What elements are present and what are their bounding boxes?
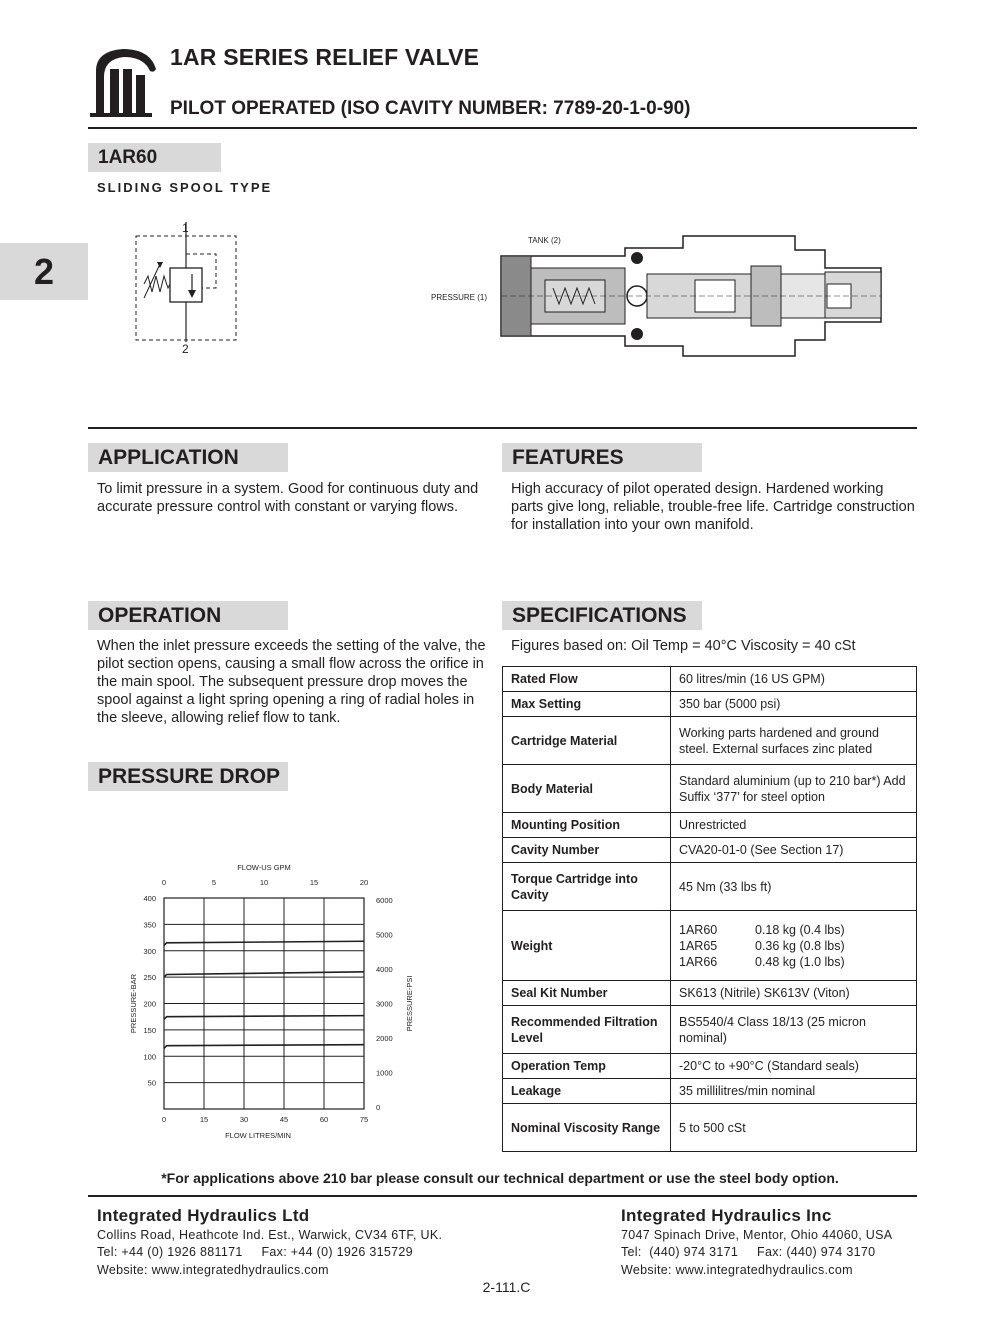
table-row — [503, 1054, 917, 1079]
pressure-label: PRESSURE (1) — [431, 293, 488, 302]
weight-line — [679, 954, 908, 970]
y-tick-label: 200 — [143, 999, 156, 1009]
spec-value: Working parts hardened and ground steel. External surfaces zinc plated — [671, 717, 917, 765]
weight-model: 1AR66 — [679, 954, 718, 969]
header-rule — [88, 127, 917, 129]
specifications-heading: SPECIFICATIONS — [502, 601, 702, 630]
spec-key: Nominal Viscosity Range — [503, 1104, 671, 1152]
x-top-tick-label: 10 — [259, 878, 269, 887]
us-company-name: Integrated Hydraulics Inc — [621, 1206, 832, 1225]
spec-value: Standard aluminium (up to 210 bar*) Add Suffix ‘377’ for steel option — [671, 765, 917, 813]
spec-value: 5 to 500 cSt — [671, 1104, 917, 1152]
table-row — [503, 981, 917, 1006]
y-tick-label: 50 — [147, 1078, 156, 1088]
port-1-label: 1 — [182, 221, 189, 235]
uk-address: Collins Road, Heathcote Ind. Est., Warwick, CV34 6TF, UK. — [97, 1228, 443, 1242]
spec-key: Mounting Position — [503, 813, 671, 838]
cartridge-cutaway — [495, 228, 885, 368]
pressure-drop-heading: PRESSURE DROP — [88, 762, 288, 791]
spec-value: BS5540/4 Class 18/13 (25 micron nominal) — [671, 1006, 917, 1054]
pressure-drop-chart — [120, 852, 420, 1152]
spec-note: Figures based on: Oil Temp = 40°C Viscosity = 40 cSt — [511, 638, 856, 654]
x-tick-label: 15 — [199, 1115, 209, 1124]
us-website: Website: www.integratedhydraulics.com — [621, 1263, 853, 1277]
features-text: High accuracy of pilot operated design. Hardened working parts give long, reliable, trouble-free life. Cartridge construction for installation into your own manifold. — [511, 481, 915, 533]
table-row — [503, 911, 917, 981]
spec-key: Body Material — [503, 765, 671, 813]
y-right-tick-label: 3000 — [376, 999, 393, 1009]
spec-value: 35 millilitres/min nominal — [671, 1079, 917, 1104]
page-title: 1AR SERIES RELIEF VALVE — [170, 44, 480, 70]
series-line — [164, 1016, 364, 1020]
spec-value: SK613 (Nitrile) SK613V (Viton) — [671, 981, 917, 1006]
x-axis-title: FLOW LITRES/MIN — [225, 1131, 291, 1140]
spec-key: Weight — [503, 911, 671, 981]
operation-heading: OPERATION — [88, 601, 288, 630]
y-tick-label: 350 — [143, 920, 156, 930]
spec-value: 45 Nm (33 lbs ft) — [671, 863, 917, 911]
features-heading: FEATURES — [502, 443, 702, 472]
weight-value: 0.36 kg (0.8 lbs) — [755, 938, 845, 953]
table-row — [503, 813, 917, 838]
spec-key: Seal Kit Number — [503, 981, 671, 1006]
table-row — [503, 1104, 917, 1152]
table-row — [503, 667, 917, 692]
section-rule — [88, 427, 917, 429]
weight-line — [679, 922, 908, 938]
y-right-tick-label: 6000 — [376, 896, 393, 905]
x-top-axis-title: FLOW-US GPM — [237, 863, 291, 872]
spec-value: 350 bar (5000 psi) — [671, 692, 917, 717]
spec-value: CVA20-01-0 (See Section 17) — [671, 838, 917, 863]
page-subtitle: PILOT OPERATED (ISO CAVITY NUMBER: 7789-20-1-0-90) — [170, 98, 691, 119]
model-tag: 1AR60 — [88, 143, 221, 172]
spec-table — [502, 666, 917, 1152]
table-row — [503, 765, 917, 813]
x-top-tick-label: 5 — [211, 878, 217, 887]
spec-key: Max Setting — [503, 692, 671, 717]
footer-rule — [88, 1195, 917, 1197]
y-tick-label: 250 — [143, 973, 156, 983]
y-tick-label: 150 — [143, 1025, 156, 1035]
x-tick-label: 75 — [359, 1115, 369, 1124]
table-row — [503, 1079, 917, 1104]
table-row — [503, 717, 917, 765]
series-line — [164, 972, 364, 977]
spec-key: Cartridge Material — [503, 717, 671, 765]
us-address: 7047 Spinach Drive, Mentor, Ohio 44060, USA — [621, 1228, 893, 1242]
weight-value: 0.18 kg (0.4 lbs) — [755, 922, 845, 937]
footnote: *For applications above 210 bar please consult our technical department or use the steel body option. — [161, 1170, 839, 1186]
y-right-tick-label: 0 — [376, 1103, 381, 1112]
spec-key: Recommended Filtration Level — [503, 1006, 671, 1054]
us-phone: Tel: (440) 974 3171 Fax: (440) 974 3170 — [621, 1245, 876, 1259]
x-tick-label: 30 — [239, 1115, 249, 1124]
y-right-tick-label: 2000 — [376, 1034, 393, 1043]
spec-key: Cavity Number — [503, 838, 671, 863]
y-right-tick-label: 5000 — [376, 930, 393, 940]
y-right-tick-label: 1000 — [376, 1068, 393, 1078]
weight-model: 1AR60 — [679, 922, 718, 937]
y-tick-label: 300 — [143, 946, 156, 956]
uk-phone: Tel: +44 (0) 1926 881171 Fax: +44 (0) 1926 315729 — [97, 1245, 413, 1259]
type-label: SLIDING SPOOL TYPE — [97, 180, 273, 195]
x-tick-label: 45 — [279, 1115, 289, 1124]
table-row — [503, 1006, 917, 1054]
table-row — [503, 863, 917, 911]
x-top-tick-label: 15 — [309, 878, 319, 887]
hydraulic-symbol — [120, 218, 245, 358]
weight-model: 1AR65 — [679, 938, 718, 953]
spec-value-weight — [671, 911, 917, 981]
spec-key: Torque Cartridge into Cavity — [503, 863, 671, 911]
tank-label: TANK (2) — [528, 236, 561, 245]
section-tab: 2 — [0, 243, 88, 300]
weight-value: 0.48 kg (1.0 lbs) — [755, 954, 845, 969]
y-tick-label: 400 — [143, 894, 156, 903]
application-text: To limit pressure in a system. Good for continuous duty and accurate pressure control with constant or varying flows. — [97, 481, 479, 515]
weight-line — [679, 938, 908, 954]
company-logo — [88, 47, 158, 119]
spec-value: -20°C to +90°C (Standard seals) — [671, 1054, 917, 1079]
uk-company-name: Integrated Hydraulics Ltd — [97, 1206, 310, 1225]
series-line — [164, 1045, 364, 1049]
spec-value: Unrestricted — [671, 813, 917, 838]
y-right-tick-label: 4000 — [376, 965, 393, 974]
series-line — [164, 941, 364, 945]
uk-website: Website: www.integratedhydraulics.com — [97, 1263, 329, 1277]
spec-key: Leakage — [503, 1079, 671, 1104]
spec-key: Operation Temp — [503, 1054, 671, 1079]
table-row — [503, 838, 917, 863]
operation-text: When the inlet pressure exceeds the setting of the valve, the pilot section opens, causing a small flow across the orifice in the main spool. The subsequent pressure drop moves the spool against a light spring opening a ring of radial holes in the sleeve, allowing relief flow to tank. — [97, 638, 486, 726]
spec-value: 60 litres/min (16 US GPM) — [671, 667, 917, 692]
spec-key: Rated Flow — [503, 667, 671, 692]
table-row — [503, 692, 917, 717]
y-right-axis-title: PRESSURE-PSI — [405, 975, 414, 1032]
application-heading: APPLICATION — [88, 443, 288, 472]
x-tick-label: 60 — [319, 1115, 329, 1124]
port-2-label: 2 — [182, 342, 189, 356]
page-number: 2-111.C — [482, 1279, 531, 1295]
x-top-tick-label: 20 — [359, 878, 369, 887]
x-top-tick-label: 0 — [161, 878, 167, 887]
x-tick-label: 0 — [161, 1115, 167, 1124]
y-tick-label: 100 — [143, 1052, 156, 1062]
y-axis-title: PRESSURE-BAR — [129, 973, 138, 1034]
